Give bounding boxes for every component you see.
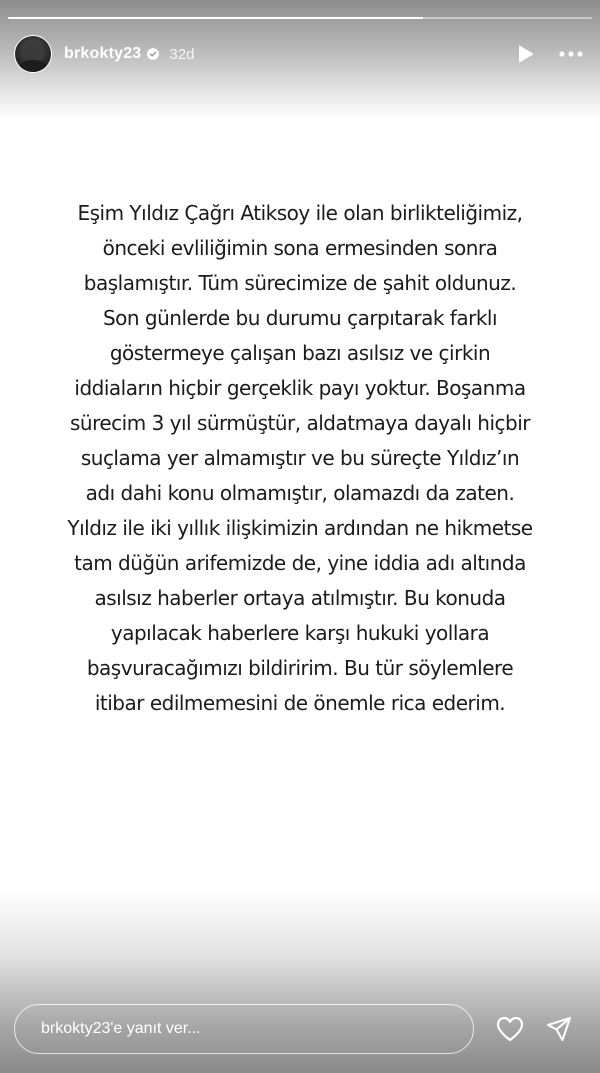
send-icon[interactable] xyxy=(545,1015,573,1043)
story-text: Eşim Yıldız Çağrı Atiksoy ile olan birlikteliğimiz, önceki evliliğimin sona ermesinden sonra başlamıştır. Tüm sürecimize de şahit oldunuz. Son günlerde bu durumu çarpıtarak farklı göstermeye çalışan bazı asılsız ve çirkin iddiaların hiçbir gerçeklik payı yoktur. Boşanma sürecim 3 yıl sürmüştür, aldatmaya dayalı hiçbir suçlama yer almamıştır ve bu süreçte Yıldız’ın adı dahi konu olmamıştır, olamazdı da zaten. Yıldız ile iki yıllık ilişkimizin ardından ne hikmetse tam düğün arifemizde de, yine iddia adı altında asılsız haberler ortaya atılmıştır. Bu konuda yapılacak haberlere karşı hukuki yollara başvuracağımızı bildiririm. Bu tür söylemlere itibar edilmemesini de önemle rica ederim. xyxy=(67,201,533,715)
more-options-icon[interactable] xyxy=(558,43,584,65)
play-icon[interactable] xyxy=(514,43,536,65)
story-progress-bar xyxy=(8,17,592,19)
username[interactable]: brkokty23 xyxy=(64,45,142,62)
heart-icon[interactable] xyxy=(495,1015,525,1043)
verified-badge-icon xyxy=(146,47,160,61)
reply-bar[interactable] xyxy=(14,1004,474,1054)
reply-input[interactable] xyxy=(39,1019,463,1039)
story-progress-fill xyxy=(8,17,423,19)
story-header xyxy=(14,34,586,74)
story-time-ago: 32d xyxy=(169,45,195,63)
avatar[interactable] xyxy=(14,35,52,73)
